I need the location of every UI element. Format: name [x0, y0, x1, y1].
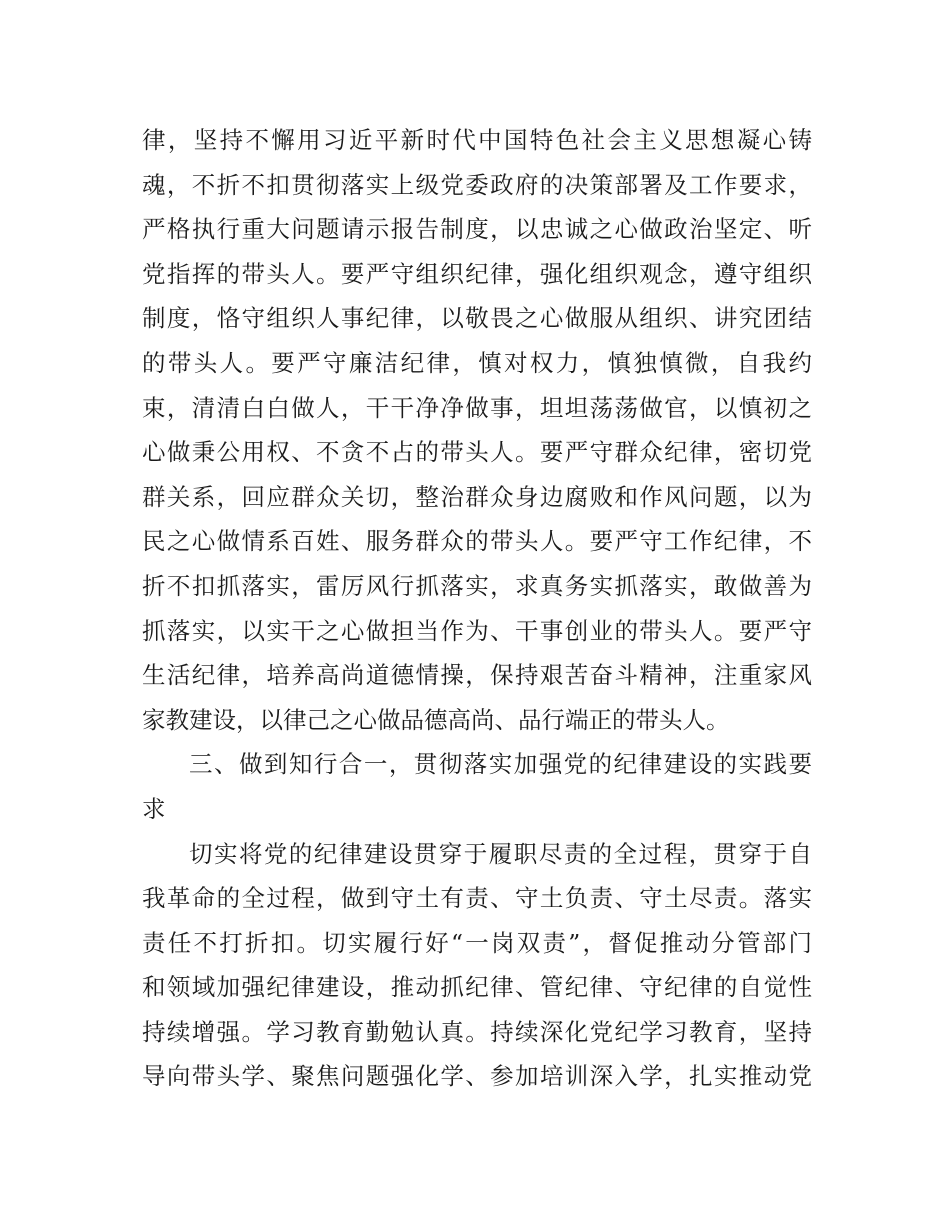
text-line: 律，坚持不懈用习近平新时代中国特色社会主义思想凝心铸	[142, 126, 812, 154]
text-line: 心做秉公用权、不贪不占的带头人。要严守群众纪律，密切党	[142, 438, 812, 467]
document-body	[142, 118, 812, 1099]
text-line: 束，清清白白做人，干干净净做事，坦坦荡荡做官，以慎初之	[142, 393, 812, 422]
text-line: 导向带头学、聚焦问题强化学、参加培训深入学，扎实推动党	[142, 1062, 812, 1091]
paragraph-discipline-leaders	[142, 118, 812, 742]
section-heading-3	[142, 742, 812, 831]
text-line: 的带头人。要严守廉洁纪律，慎对权力，慎独慎微，自我约	[142, 348, 812, 377]
paragraph-practice-requirements	[142, 832, 812, 1100]
text-line: 家教建设，以律己之心做品德高尚、品行端正的带头人。	[142, 705, 730, 734]
heading-line: 三、做到知行合一，贯彻落实加强党的纪律建设的实践要	[189, 750, 812, 779]
text-line: 魂，不折不扣贯彻落实上级党委政府的决策部署及工作要求，	[142, 170, 812, 199]
text-line: 折不扣抓落实，雷厉风行抓落实，求真务实抓落实，敢做善为	[142, 571, 812, 600]
text-line: 党指挥的带头人。要严守组织纪律，强化组织观念，遵守组织	[142, 259, 812, 288]
text-line: 和领域加强纪律建设，推动抓纪律、管纪律、守纪律的自觉性	[142, 973, 812, 1002]
heading-line: 求	[142, 794, 166, 823]
text-line: 群关系，回应群众关切，整治群众身边腐败和作风问题，以为	[142, 482, 812, 511]
text-line: 抓落实，以实干之心做担当作为、干事创业的带头人。要严守	[142, 616, 812, 645]
text-line: 我革命的全过程，做到守土有责、守土负责、守土尽责。落实	[142, 884, 812, 913]
text-line: 严格执行重大问题请示报告制度，以忠诚之心做政治坚定、听	[142, 215, 812, 244]
text-line: 生活纪律，培养高尚道德情操，保持艰苦奋斗精神，注重家风	[142, 661, 812, 690]
text-line: 持续增强。学习教育勤勉认真。持续深化党纪学习教育，坚持	[142, 1017, 812, 1046]
text-line: 制度，恪守组织人事纪律，以敬畏之心做服从组织、讲究团结	[142, 304, 812, 333]
text-line: 切实将党的纪律建设贯穿于履职尽责的全过程，贯穿于自	[189, 839, 812, 868]
text-line: 民之心做情系百姓、服务群众的带头人。要严守工作纪律，不	[142, 527, 812, 556]
text-line: 责任不打折扣。切实履行好“一岗双责”，督促推动分管部门	[142, 928, 812, 957]
